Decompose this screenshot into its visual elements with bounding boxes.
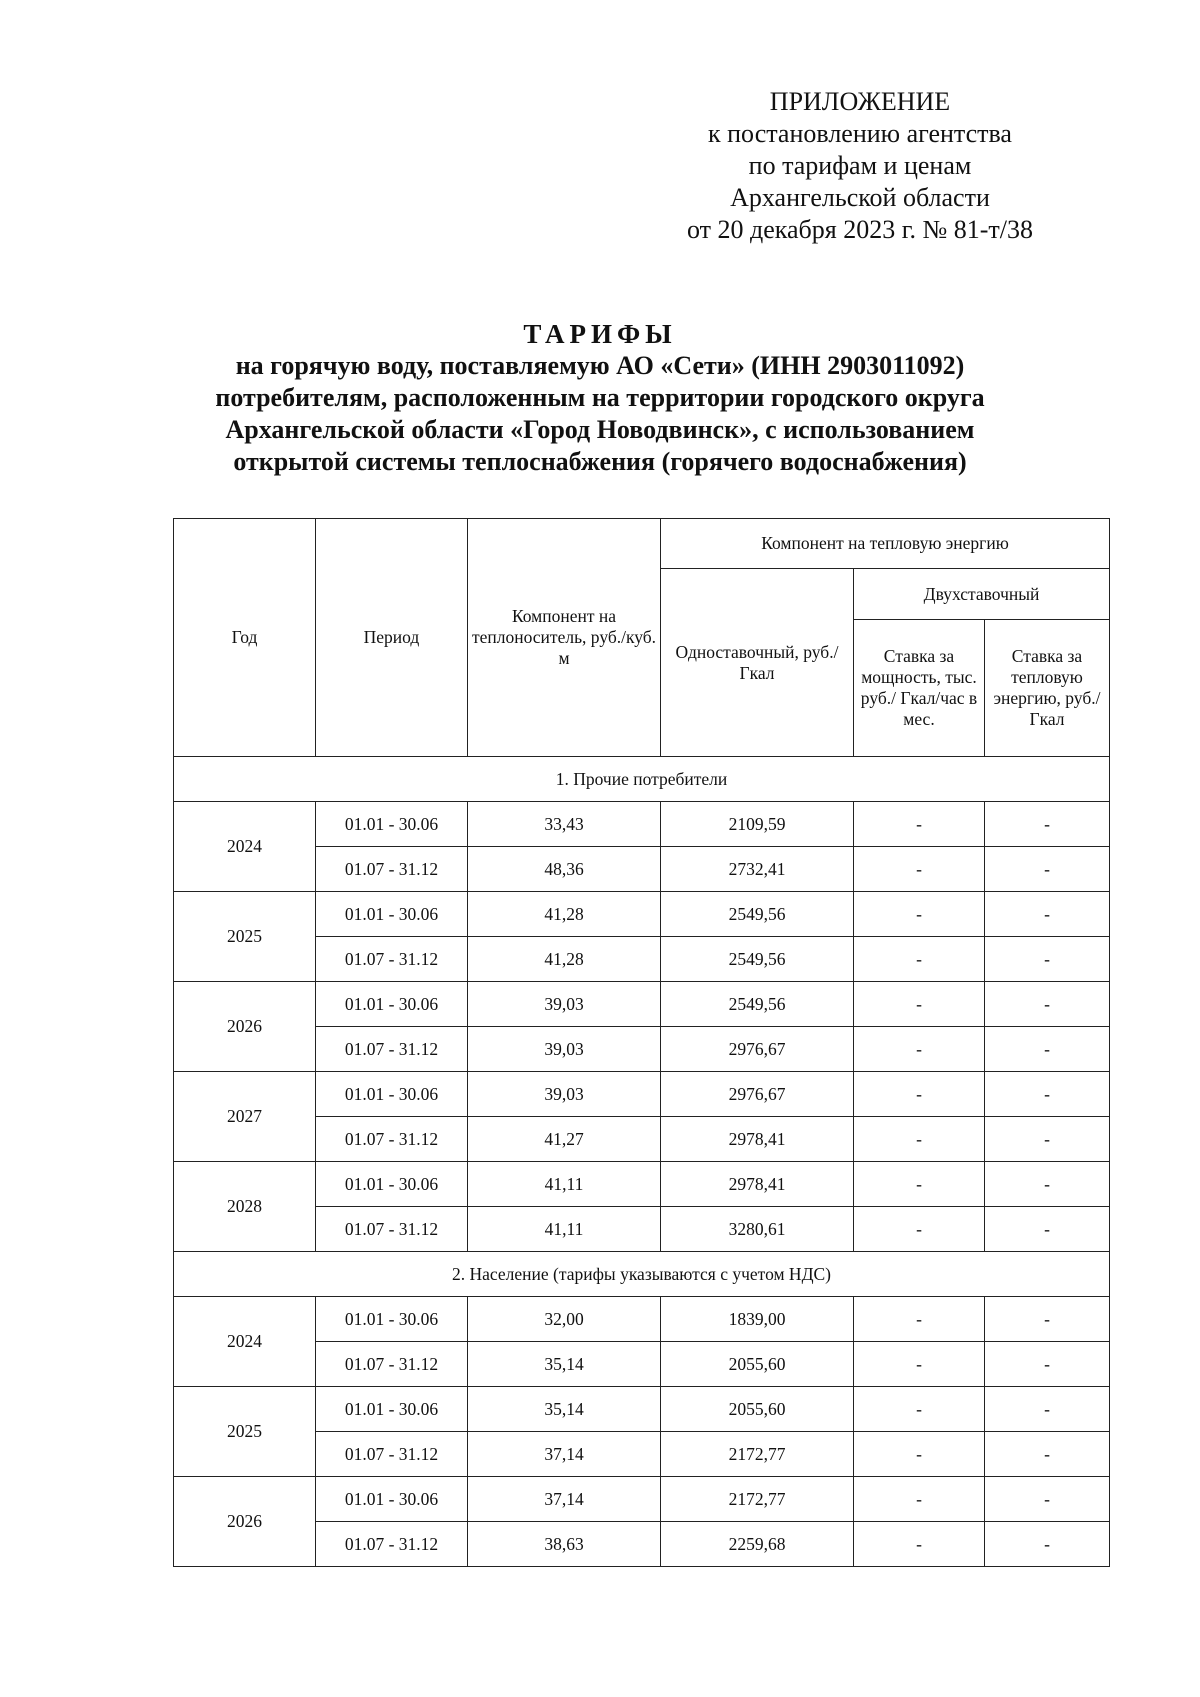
cell-energy-rate: - [985, 1477, 1110, 1522]
cell-single-rate: 2549,56 [661, 892, 854, 937]
cell-single-rate: 2055,60 [661, 1387, 854, 1432]
tariffs-table [173, 518, 1110, 1567]
cell-energy-rate: - [985, 892, 1110, 937]
cell-capacity-rate: - [854, 1432, 985, 1477]
cell-energy-rate: - [985, 1162, 1110, 1207]
cell-carrier: 37,14 [468, 1477, 661, 1522]
cell-single-rate: 2259,68 [661, 1522, 854, 1567]
appendix-line: ПРИЛОЖЕНИЕ [769, 87, 951, 116]
cell-period: 01.01 - 30.06 [316, 1387, 468, 1432]
cell-carrier: 48,36 [468, 847, 661, 892]
table-row [174, 802, 1110, 847]
cell-capacity-rate: - [854, 937, 985, 982]
title-line: на горячую воду, поставляемую АО «Сети» (ИНН 2903011092) [235, 351, 965, 380]
table-row [174, 1297, 1110, 1342]
section-row [174, 1252, 1110, 1297]
cell-single-rate: 1839,00 [661, 1297, 854, 1342]
header-energy-component: Компонент на тепловую энергию [661, 519, 1110, 569]
cell-carrier: 32,00 [468, 1297, 661, 1342]
appendix-line: к постановлению агентства [708, 119, 1012, 148]
cell-capacity-rate: - [854, 1522, 985, 1567]
header-energy-rate: Ставка за тепловую энергию, руб./Гкал [985, 620, 1110, 757]
title-line: потребителям, расположенным на территории городского округа [215, 383, 985, 412]
section-title: 2. Население (тарифы указываются с учетом НДС) [174, 1252, 1110, 1297]
title-line: Архангельской области «Город Новодвинск», с использованием [225, 415, 975, 444]
cell-period: 01.01 - 30.06 [316, 1072, 468, 1117]
cell-carrier: 41,28 [468, 937, 661, 982]
cell-capacity-rate: - [854, 847, 985, 892]
cell-capacity-rate: - [854, 1027, 985, 1072]
cell-capacity-rate: - [854, 1117, 985, 1162]
cell-period: 01.01 - 30.06 [316, 1162, 468, 1207]
table-row [174, 1477, 1110, 1522]
cell-energy-rate: - [985, 1342, 1110, 1387]
cell-energy-rate: - [985, 937, 1110, 982]
cell-period: 01.07 - 31.12 [316, 1207, 468, 1252]
cell-energy-rate: - [985, 1522, 1110, 1567]
cell-period: 01.01 - 30.06 [316, 982, 468, 1027]
cell-energy-rate: - [985, 1207, 1110, 1252]
cell-period: 01.07 - 31.12 [316, 1342, 468, 1387]
cell-carrier: 33,43 [468, 802, 661, 847]
cell-energy-rate: - [985, 1117, 1110, 1162]
header-capacity-rate: Ставка за мощность, тыс. руб./ Гкал/час в мес. [854, 620, 985, 757]
cell-single-rate: 2172,77 [661, 1477, 854, 1522]
cell-carrier: 41,11 [468, 1162, 661, 1207]
cell-period: 01.01 - 30.06 [316, 1477, 468, 1522]
cell-single-rate: 2978,41 [661, 1117, 854, 1162]
cell-carrier: 37,14 [468, 1432, 661, 1477]
cell-energy-rate: - [985, 802, 1110, 847]
header-carrier-component: Компонент на теплоноситель, руб./куб. м [468, 519, 661, 757]
cell-energy-rate: - [985, 982, 1110, 1027]
table-header [174, 519, 1110, 757]
cell-capacity-rate: - [854, 982, 985, 1027]
cell-carrier: 35,14 [468, 1387, 661, 1432]
cell-year: 2026 [174, 1477, 316, 1567]
cell-year: 2025 [174, 1387, 316, 1477]
appendix-block [640, 86, 1080, 246]
cell-carrier: 39,03 [468, 982, 661, 1027]
cell-single-rate: 2109,59 [661, 802, 854, 847]
cell-carrier: 41,11 [468, 1207, 661, 1252]
cell-carrier: 41,28 [468, 892, 661, 937]
cell-single-rate: 2055,60 [661, 1342, 854, 1387]
cell-year: 2027 [174, 1072, 316, 1162]
appendix-line: по тарифам и ценам [748, 151, 972, 180]
header-two-rate: Двухставочный [854, 569, 1110, 620]
section-title: 1. Прочие потребители [174, 757, 1110, 802]
cell-capacity-rate: - [854, 1072, 985, 1117]
cell-energy-rate: - [985, 1387, 1110, 1432]
cell-single-rate: 2732,41 [661, 847, 854, 892]
cell-energy-rate: - [985, 1297, 1110, 1342]
cell-period: 01.01 - 30.06 [316, 802, 468, 847]
cell-year: 2025 [174, 892, 316, 982]
table-row [174, 892, 1110, 937]
cell-capacity-rate: - [854, 1387, 985, 1432]
cell-year: 2024 [174, 802, 316, 892]
cell-single-rate: 2172,77 [661, 1432, 854, 1477]
cell-capacity-rate: - [854, 1477, 985, 1522]
cell-carrier: 39,03 [468, 1072, 661, 1117]
cell-period: 01.07 - 31.12 [316, 1027, 468, 1072]
section-row [174, 757, 1110, 802]
cell-period: 01.01 - 30.06 [316, 1297, 468, 1342]
cell-carrier: 38,63 [468, 1522, 661, 1567]
table-row [174, 1072, 1110, 1117]
header-single-rate: Одноставочный, руб./Гкал [661, 569, 854, 757]
cell-year: 2026 [174, 982, 316, 1072]
table-row [174, 982, 1110, 1027]
cell-energy-rate: - [985, 1072, 1110, 1117]
cell-period: 01.01 - 30.06 [316, 892, 468, 937]
cell-period: 01.07 - 31.12 [316, 1432, 468, 1477]
header-year: Год [174, 519, 316, 757]
cell-capacity-rate: - [854, 802, 985, 847]
cell-single-rate: 2976,67 [661, 1027, 854, 1072]
cell-energy-rate: - [985, 1432, 1110, 1477]
cell-year: 2028 [174, 1162, 316, 1252]
cell-year: 2024 [174, 1297, 316, 1387]
cell-energy-rate: - [985, 847, 1110, 892]
table-body [174, 757, 1110, 1567]
table-row [174, 1162, 1110, 1207]
title-line: открытой системы теплоснабжения (горячего водоснабжения) [233, 447, 967, 476]
table-row [174, 1387, 1110, 1432]
cell-period: 01.07 - 31.12 [316, 1117, 468, 1162]
appendix-line: от 20 декабря 2023 г. № 81-т/38 [686, 215, 1034, 244]
cell-capacity-rate: - [854, 1297, 985, 1342]
appendix-line: Архангельской области [730, 183, 990, 212]
cell-single-rate: 2549,56 [661, 982, 854, 1027]
cell-single-rate: 2549,56 [661, 937, 854, 982]
cell-carrier: 39,03 [468, 1027, 661, 1072]
cell-single-rate: 3280,61 [661, 1207, 854, 1252]
cell-single-rate: 2978,41 [661, 1162, 854, 1207]
cell-period: 01.07 - 31.12 [316, 1522, 468, 1567]
document-title [150, 318, 1050, 478]
cell-period: 01.07 - 31.12 [316, 937, 468, 982]
cell-capacity-rate: - [854, 1342, 985, 1387]
cell-capacity-rate: - [854, 1162, 985, 1207]
cell-capacity-rate: - [854, 1207, 985, 1252]
header-period: Период [316, 519, 468, 757]
cell-carrier: 41,27 [468, 1117, 661, 1162]
title-main: ТАРИФЫ [523, 319, 677, 349]
cell-capacity-rate: - [854, 892, 985, 937]
cell-single-rate: 2976,67 [661, 1072, 854, 1117]
cell-period: 01.07 - 31.12 [316, 847, 468, 892]
cell-carrier: 35,14 [468, 1342, 661, 1387]
cell-energy-rate: - [985, 1027, 1110, 1072]
